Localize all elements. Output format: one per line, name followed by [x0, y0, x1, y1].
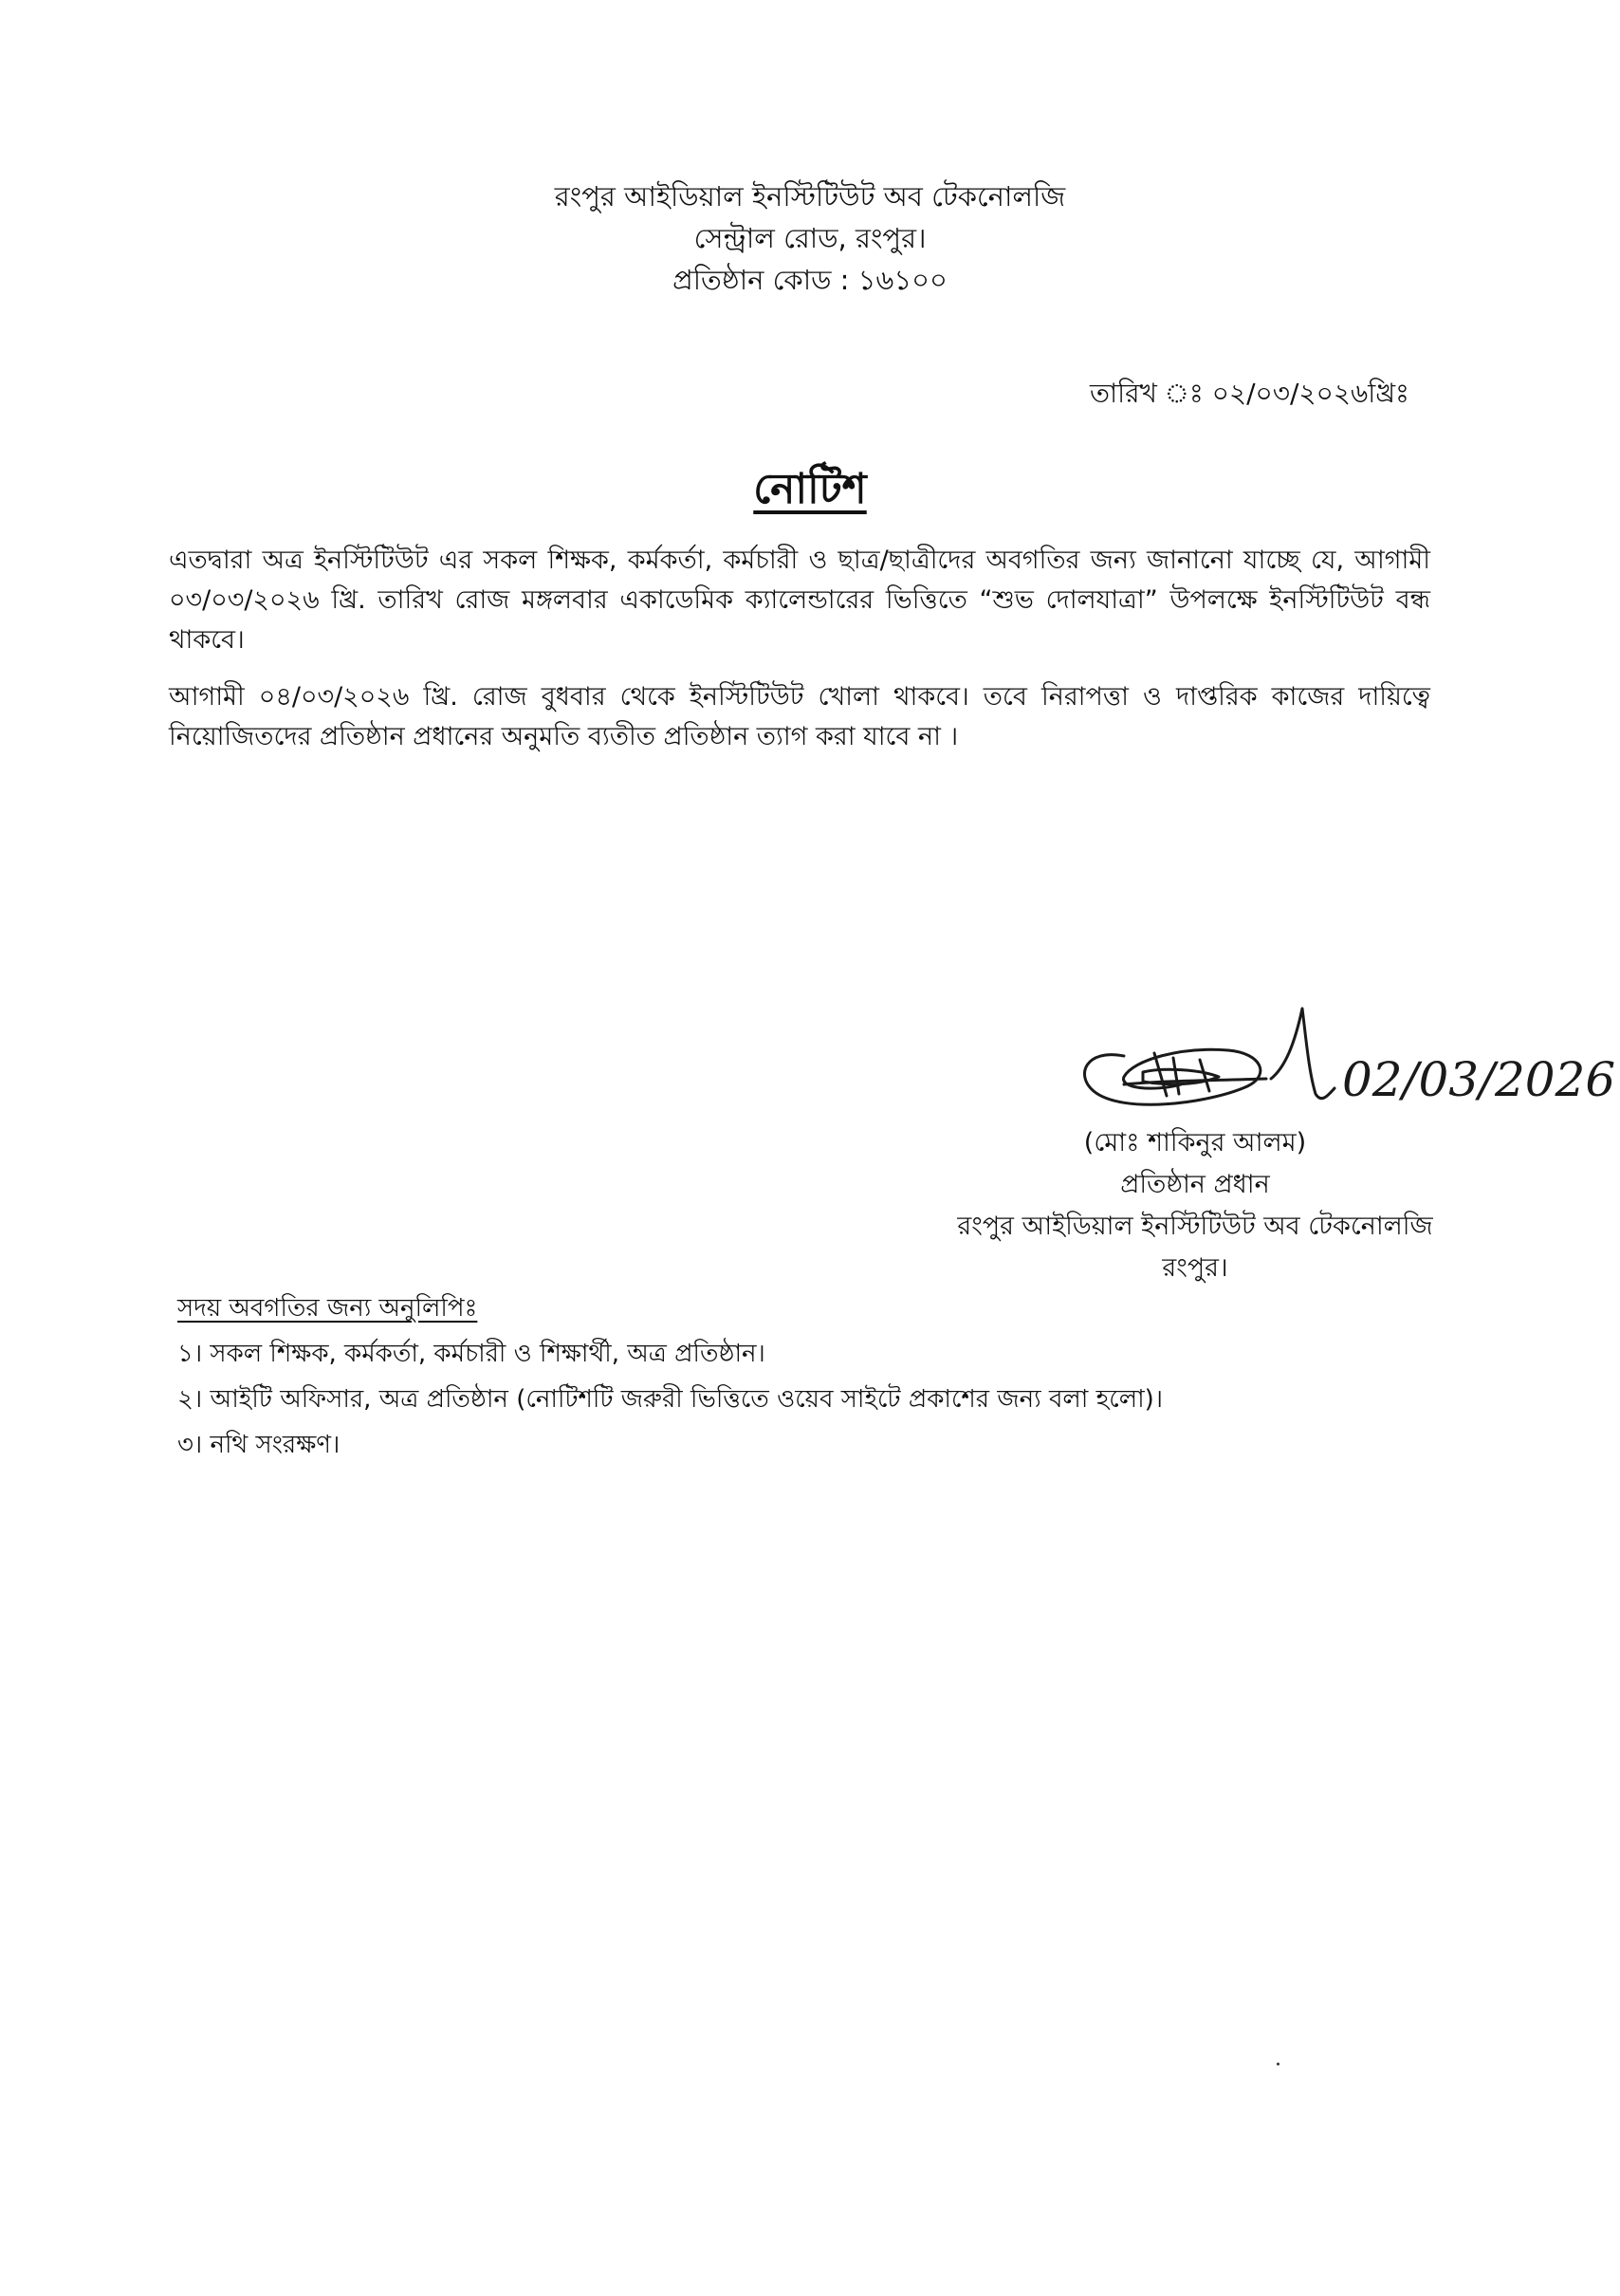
handwritten-signature [1067, 1001, 1620, 1124]
copy-distribution [177, 1286, 1505, 1468]
copy-title: সদয় অবগতির জন্য অনুলিপিঃ [177, 1294, 478, 1323]
signature-date: 02/03/2026 [1342, 1052, 1616, 1107]
signatory-institute: রংপুর আইডিয়াল ইনস্টিটিউট অব টেকনোলজি [957, 1212, 1433, 1241]
institute-address: সেন্ট্রাল রোড, রংপুর। [693, 222, 927, 254]
copy-item: ২। আইটি অফিসার, অত্র প্রতিষ্ঠান (নোটিশটি জরুরী ভিত্তিতে ওয়েব সাইটে প্রকাশের জন্য বলা হলো)। [177, 1385, 1164, 1414]
copy-item: ১। সকল শিক্ষক, কর্মকর্তা, কর্মচারী ও শিক্ষার্থী, অত্র প্রতিষ্ঠান। [177, 1340, 765, 1368]
notice-paragraph-1: এতদ্বারা অত্র ইনস্টিটিউট এর সকল শিক্ষক, কর্মকর্তা, কর্মচারী ও ছাত্র/ছাত্রীদের অবগতির জন্য জানানো যাচ্ছে যে, আগামী ০৩/০৩/২০২৬ খ্রি. তারিখ রোজ মঙ্গলবার একাডেমিক ক্যালেন্ডারের ভিত্তিতে “শুভ দোলযাত্রা” উপলক্ষে ইনস্টিটিউট বন্ধ থাকবে। [169, 546, 1430, 655]
institute-code: প্রতিষ্ঠান কোড : ১৬১০০ [672, 264, 948, 296]
notice-body [169, 541, 1430, 774]
notice-title: নোটিশ [753, 465, 867, 513]
letterhead [0, 176, 1620, 301]
copy-item: ৩। নথি সংরক্ষণ। [177, 1431, 341, 1459]
institute-name: রংপুর আইডিয়াল ইনস্টিটিউট অব টেকনোলজি [554, 180, 1066, 213]
signatory-designation: প্রতিষ্ঠান প্রধান [1120, 1170, 1270, 1199]
stray-mark [1277, 2063, 1279, 2065]
notice-date: তারিখ ঃ ০২/০৩/২০২৬খ্রিঃ [1089, 378, 1409, 409]
signature-block [882, 1122, 1508, 1289]
signatory-city: রংপুর। [1162, 1253, 1228, 1283]
signatory-name: (মোঃ শাকিনুর আলম) [1083, 1128, 1307, 1157]
notice-paragraph-2: আগামী ০৪/০৩/২০২৬ খ্রি. রোজ বুধবার থেকে ইনস্টিটিউট খোলা থাকবে। তবে নিরাপত্তা ও দাপ্তরিক কাজের দায়িত্বে নিয়োজিতদের প্রতিষ্ঠান প্রধানের অনুমতি ব্যতীত প্রতিষ্ঠান ত্যাগ করা যাবে না । [169, 682, 1430, 751]
